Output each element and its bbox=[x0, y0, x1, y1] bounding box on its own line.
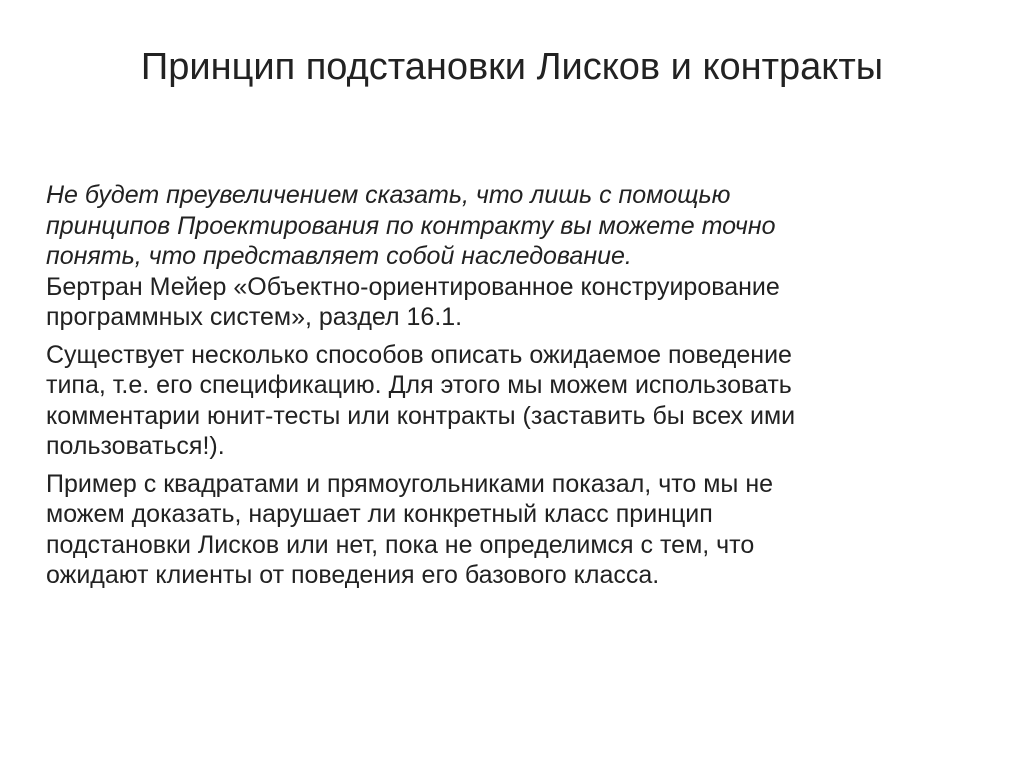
paragraph-example bbox=[46, 469, 986, 591]
text-line: пользоваться!). bbox=[46, 432, 225, 460]
paragraph-specification bbox=[46, 340, 986, 462]
quote-paragraph bbox=[46, 180, 986, 333]
text-line: Пример с квадратами и прямоугольниками показал, что мы не bbox=[46, 469, 774, 498]
quote-line: Не будет преувеличением сказать, что лишь с помощью bbox=[46, 181, 731, 209]
quote-line: понять, что представляет собой наследование. bbox=[46, 242, 632, 270]
text-line: можем доказать, нарушает ли конкретный класс принцип bbox=[46, 500, 713, 528]
text-line: типа, т.е. его спецификацию. Для этого мы можем использовать bbox=[46, 371, 792, 399]
slide-body bbox=[46, 180, 986, 598]
slide-title: Принцип подстановки Лисков и контракты bbox=[140, 46, 884, 88]
quote-source: Бертран Мейер «Объектно-ориентированное конструирование bbox=[46, 272, 780, 301]
text-line: ожидают клиенты от поведения его базового класса. bbox=[46, 561, 660, 589]
text-line: Существует несколько способов описать ожидаемое поведение bbox=[46, 340, 792, 369]
quote-line: принципов Проектирования по контракту вы можете точно bbox=[46, 211, 776, 240]
quote-source: программных систем», раздел 16.1. bbox=[46, 303, 463, 331]
text-line: подстановки Лисков или нет, пока не определимся с тем, что bbox=[46, 530, 755, 559]
text-line: комментарии юнит-тесты или контракты (заставить бы всех ими bbox=[46, 401, 796, 430]
